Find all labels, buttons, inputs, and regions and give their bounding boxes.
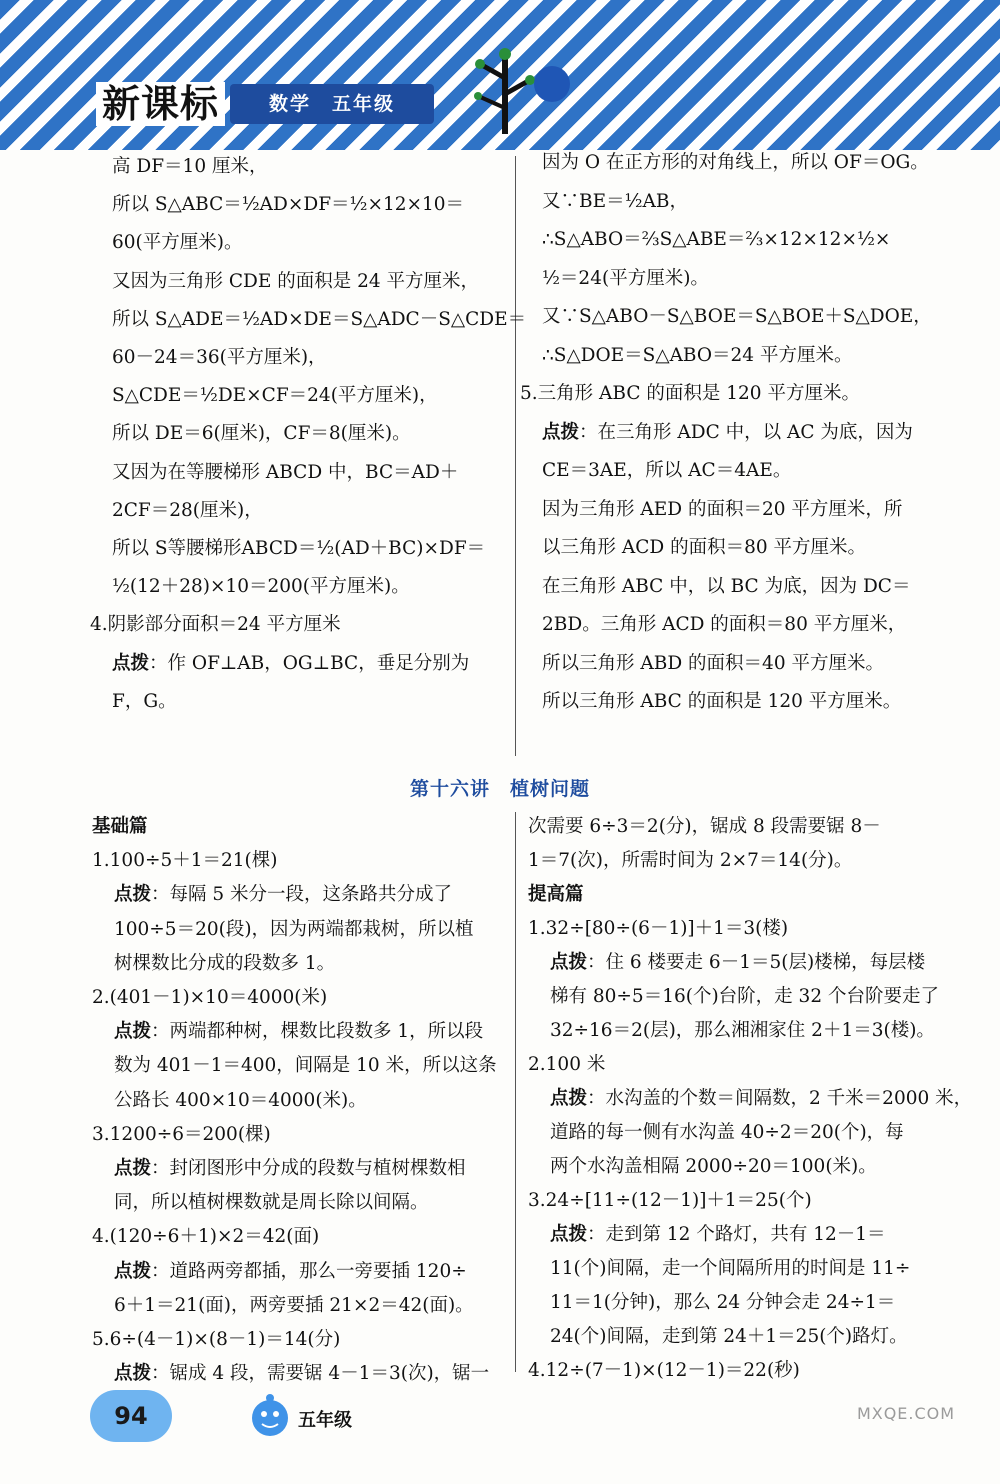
text-line: F，G。 bbox=[112, 690, 177, 712]
text-line: 4.阴影部分面积＝24 平方厘米 bbox=[90, 614, 341, 636]
text-line: CE＝3AE，所以 AC＝4AE。 bbox=[542, 460, 792, 481]
section-title: 第十六讲 植树问题 bbox=[409, 778, 590, 800]
text-line: 所以三角形 ABC 的面积是 120 平方厘米。 bbox=[542, 691, 902, 712]
hint-label: 点拨 bbox=[114, 1021, 152, 1043]
text-line: 11＝1(分钟)，那么 24 分钟会走 24÷1＝ bbox=[550, 1292, 896, 1313]
hint-label: 点拨 bbox=[550, 1224, 588, 1245]
text-line: 点拨：锯成 4 段，需要锯 4－1＝3(次)，锯一 bbox=[114, 1363, 490, 1385]
text-line: 所以三角形 ABD 的面积＝40 平方厘米。 bbox=[542, 652, 884, 674]
text-line: 60(平方厘米)。 bbox=[112, 232, 243, 254]
text-line: S△CDE＝½DE×CF＝24(平方厘米)， bbox=[112, 385, 438, 407]
text-line: 6＋1＝21(面)，两旁要插 21×2＝42(面)。 bbox=[114, 1294, 474, 1316]
text-line: ½(12＋28)×10＝200(平方厘米)。 bbox=[112, 576, 410, 598]
text-line: 60－24＝36(平方厘米)， bbox=[112, 347, 327, 368]
text-line: 24(个)间隔，走到第 24＋1＝25(个)路灯。 bbox=[550, 1326, 908, 1347]
text-line: ∴S△DOE＝S△ABO＝24 平方厘米。 bbox=[542, 344, 853, 366]
hint-label: 点拨 bbox=[114, 1363, 152, 1385]
text-line: 梯有 80÷5＝16(个)台阶，走 32 个台阶要走了 bbox=[550, 986, 939, 1007]
text-line: 因为 O 在正方形的对角线上，所以 OF＝OG。 bbox=[542, 152, 929, 173]
page-header bbox=[0, 0, 1000, 150]
hint-label: 点拨 bbox=[114, 1260, 152, 1282]
hint-label: 点拨 bbox=[542, 421, 580, 443]
text-line: 11(个)间隔，走一个间隔所用的时间是 11÷ bbox=[550, 1258, 911, 1279]
text-line: 所以 S等腰梯形ABCD＝½(AD＋BC)×DF＝ bbox=[112, 538, 486, 559]
text-line: 1.32÷[80÷(6－1)]＋1＝3(楼) bbox=[528, 918, 789, 939]
text-line: 又∵BE＝½AB， bbox=[542, 190, 688, 212]
text-line: 又∵S△ABO－S△BOE＝S△BOE＋S△DOE， bbox=[542, 306, 932, 327]
text-line: 树棵数比分成的段数多 1。 bbox=[114, 952, 336, 974]
text-line: 基础篇 bbox=[92, 816, 148, 837]
text-line: 点拨：两端都种树，棵数比段数多 1，所以段 bbox=[114, 1021, 484, 1043]
text-line: 同，所以植树棵数就是周长除以间隔。 bbox=[114, 1192, 429, 1214]
text-line: 点拨：在三角形 ADC 中，以 AC 为底，因为 bbox=[542, 421, 913, 443]
hint-label: 点拨 bbox=[114, 1158, 152, 1179]
text-line: 所以 S△ADE＝½AD×DE＝S△ADC－S△CDE＝ bbox=[112, 308, 527, 330]
text-line: 100÷5＝20(段)，因为两端都栽树，所以植 bbox=[114, 918, 474, 940]
text-line: 在三角形 ABC 中，以 BC 为底，因为 DC＝ bbox=[542, 575, 911, 597]
text-line: 次需要 6÷3＝2(分)，锯成 8 段需要锯 8－ bbox=[528, 816, 881, 837]
text-line: 1.100÷5＋1＝21(棵) bbox=[92, 850, 278, 872]
text-line: 2.(401－1)×10＝4000(米) bbox=[92, 987, 328, 1008]
text-line: 又因为在等腰梯形 ABCD 中，BC＝AD＋ bbox=[112, 461, 459, 483]
text-line: 5.三角形 ABC 的面积是 120 平方厘米。 bbox=[520, 383, 860, 404]
text-line: 点拨：住 6 楼要走 6－1＝5(层)楼梯，每层楼 bbox=[550, 952, 926, 973]
text-line: 点拨：水沟盖的个数＝间隔数，2 千米＝2000 米， bbox=[550, 1088, 973, 1109]
hint-label: 点拨 bbox=[550, 1088, 588, 1109]
text-line: 32÷16＝2(层)，那么湘湘家住 2＋1＝3(楼)。 bbox=[550, 1020, 935, 1041]
text-line: 5.6÷(4－1)×(8－1)＝14(分) bbox=[92, 1329, 341, 1350]
text-line: ½＝24(平方厘米)。 bbox=[542, 267, 709, 289]
text-line: 4.12÷(7－1)×(12－1)＝22(秒) bbox=[528, 1360, 800, 1381]
text-line: 所以 S△ABC＝½AD×DF＝½×12×10＝ bbox=[112, 194, 465, 216]
footer-grade: 五年级 bbox=[298, 1410, 352, 1431]
text-line: ∴S△ABO＝⅔S△ABE＝⅔×12×12×½× bbox=[542, 229, 891, 250]
text-line: 数为 401－1＝400，间隔是 10 米，所以这条 bbox=[114, 1055, 497, 1077]
text-line: 所以 DE＝6(厘米)，CF＝8(厘米)。 bbox=[112, 423, 411, 445]
text-line: 两个水沟盖相隔 2000÷20＝100(米)。 bbox=[550, 1156, 877, 1177]
text-line: 公路长 400×10＝4000(米)。 bbox=[114, 1089, 367, 1111]
text-line: 点拨：作 OF⊥AB，OG⊥BC，垂足分别为 bbox=[112, 652, 470, 674]
page-number: 94 bbox=[90, 1390, 172, 1442]
text-line: 又因为三角形 CDE 的面积是 24 平方厘米， bbox=[112, 270, 480, 292]
column-divider-top bbox=[515, 156, 516, 756]
hint-label: 点拨 bbox=[112, 652, 150, 674]
column-divider-bottom bbox=[515, 812, 516, 1372]
text-line: 2BD。三角形 ACD 的面积＝80 平方厘米， bbox=[542, 614, 907, 635]
text-line: 4.(120÷6＋1)×2＝42(面) bbox=[92, 1226, 320, 1248]
hint-label: 点拨 bbox=[550, 952, 588, 973]
text-line: 点拨：走到第 12 个路灯，共有 12－1＝ bbox=[550, 1224, 886, 1245]
text-line: 道路的每一侧有水沟盖 40÷2＝20(个)，每 bbox=[550, 1122, 904, 1143]
hint-label: 点拨 bbox=[114, 884, 152, 906]
text-line: 提高篇 bbox=[528, 884, 584, 905]
text-line: 因为三角形 AED 的面积＝20 平方厘米，所 bbox=[542, 498, 903, 520]
brand-title: 新课标 bbox=[96, 82, 225, 126]
text-line: 点拨：道路两旁都插，那么一旁要插 120÷ bbox=[114, 1260, 467, 1282]
text-line: 高 DF＝10 厘米， bbox=[112, 156, 268, 177]
text-line: 1＝7(次)，所需时间为 2×7＝14(分)。 bbox=[528, 850, 853, 871]
text-line: 以三角形 ACD 的面积＝80 平方厘米。 bbox=[542, 537, 867, 558]
text-line: 3.1200÷6＝200(棵) bbox=[92, 1123, 271, 1145]
subject-grade-label: 数学 五年级 bbox=[230, 84, 434, 124]
watermark: MXQE.COM bbox=[856, 1404, 956, 1423]
text-line: 2.100 米 bbox=[528, 1054, 606, 1075]
text-line: 3.24÷[11÷(12－1)]＋1＝25(个) bbox=[528, 1190, 812, 1211]
text-line: 点拨：封闭图形中分成的段数与植树棵数相 bbox=[114, 1158, 466, 1179]
text-line: 点拨：每隔 5 米分一段，这条路共分成了 bbox=[114, 884, 453, 906]
mascot-icon bbox=[246, 1392, 294, 1440]
text-line: 2CF＝28(厘米)， bbox=[112, 499, 263, 521]
tree-icon bbox=[466, 38, 576, 138]
